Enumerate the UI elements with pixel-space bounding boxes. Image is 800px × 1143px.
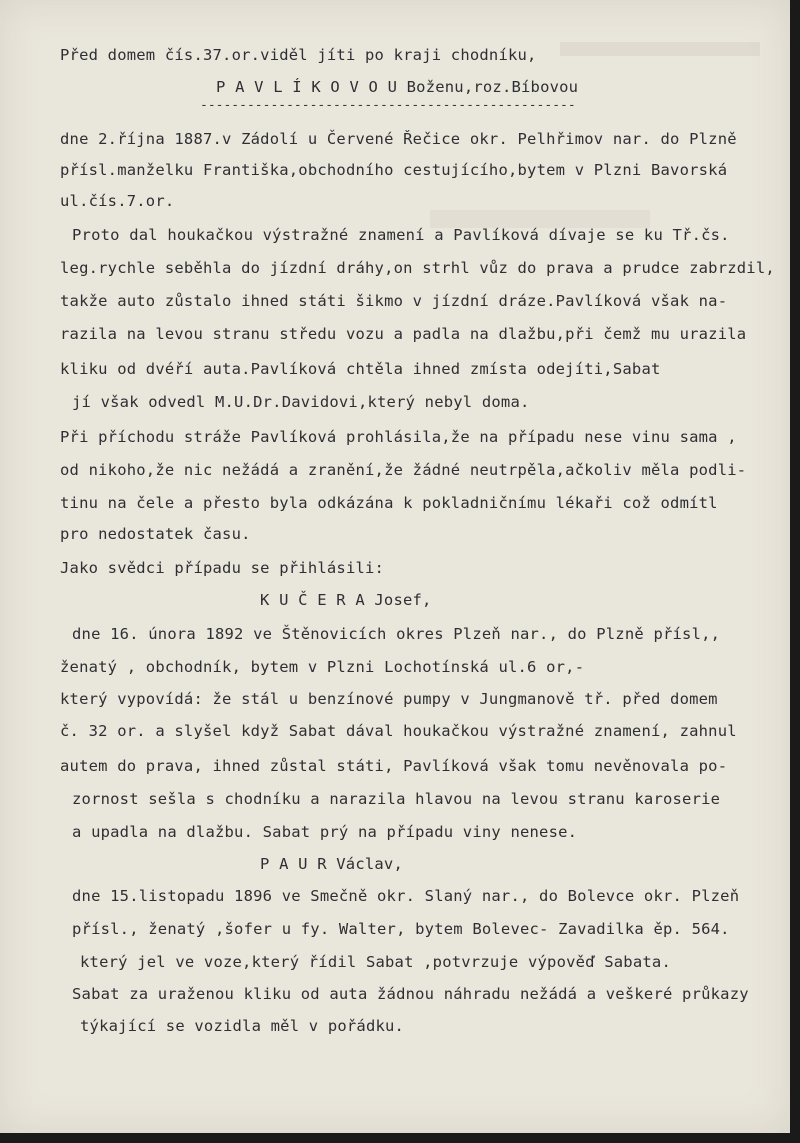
text-line-16: Jako svědci případu se přihlásili: [60, 559, 385, 577]
scan-edge-right [790, 0, 800, 1143]
text-line-20: který vypovídá: že stál u benzínové pumpy v Jungmanově tř. před domem [60, 690, 718, 708]
subject-name-line [216, 78, 578, 96]
text-line-15: pro nedostatek času. [60, 525, 251, 543]
text-line-11: jí však odvedl M.U.Dr.Davidovi,který nebyl doma. [72, 393, 530, 411]
text-line-27: přísl., ženatý ,šofer u fy. Walter, bytem Bolevec- Zavadilka ěp. 564. [72, 920, 730, 938]
text-line-28: který jel ve voze,který řídil Sabat ,potvrzuje výpověď Sabata. [80, 953, 671, 971]
text-line-1: Před domem čís.37.or.viděl jíti po kraji chodníku, [60, 46, 537, 64]
bleed-through-mark [560, 42, 760, 56]
text-line-21: č. 32 or. a slyšel když Sabat dával houkačkou výstražné znamení, zahnul [60, 722, 737, 740]
text-line-4: přísl.manželku Františka,obchodního cestujícího,bytem v Plzni Bavorská [60, 161, 728, 179]
witness-2-name: P A U R Václav, [260, 855, 403, 873]
text-line-29: Sabat za uraženou kliku od auta žádnou náhradu nežádá a veškeré průkazy [72, 985, 749, 1003]
text-line-3: dne 2.října 1887.v Zádolí u Červené Řečice okr. Pelhřimov nar. do Plzně [60, 130, 737, 148]
dash-rule: ------------------------------------------------ [200, 98, 576, 113]
text-line-12: Při příchodu stráže Pavlíková prohlásila,že na případu nese vinu sama , [60, 428, 737, 446]
text-line-13: od nikoho,že nic nežádá a zranění,že žádné neutrpěla,ačkoliv měla podli- [60, 461, 747, 479]
text-line-18: dne 16. února 1892 ve Štěnovicích okres Plzeň nar., do Plzně přísl,, [72, 625, 721, 643]
text-line-23: zornost sešla s chodníku a narazila hlavou na levou stranu karoserie [72, 790, 721, 808]
text-line-24: a upadla na dlažbu. Sabat prý na případu viny nenese. [72, 823, 578, 841]
text-line-6: Proto dal houkačkou výstražné znamení a Pavlíková dívaje se ku Tř.čs. [72, 226, 730, 244]
scan-edge-bottom [0, 1133, 800, 1143]
text-line-26: dne 15.listopadu 1896 ve Smečně okr. Slaný nar., do Bolevce okr. Plzeň [72, 887, 740, 905]
text-line-19: ženatý , obchodník, bytem v Plzni Lochotínská ul.6 or,- [60, 658, 585, 676]
witness-1-name: K U Č E R A Josef, [260, 591, 432, 609]
text-line-7: leg.rychle seběhla do jízdní dráhy,on strhl vůz do prava a prudce zabrzdil, [60, 259, 775, 277]
subject-name: P A V L Í K O V O U Boženu,roz.Bíbovou [216, 78, 579, 96]
text-line-9: razila na levou stranu středu vozu a padla na dlažbu,při čemž mu urazila [60, 325, 747, 343]
text-line-8: takže auto zůstalo ihned státi šikmo v jízdní dráze.Pavlíková však na- [60, 292, 728, 310]
text-line-14: tinu na čele a přesto byla odkázána k pokladničnímu lékaři což odmítl [60, 494, 718, 512]
text-line-22: autem do prava, ihned zůstal státi, Pavlíková však tomu nevěnovala po- [60, 757, 728, 775]
text-line-30: týkající se vozidla měl v pořádku. [80, 1017, 405, 1035]
text-line-10: kliku od dvéří auta.Pavlíková chtěla ihned zmísta odejíti,Sabat [60, 360, 661, 378]
text-line-5: ul.čís.7.or. [60, 192, 175, 210]
